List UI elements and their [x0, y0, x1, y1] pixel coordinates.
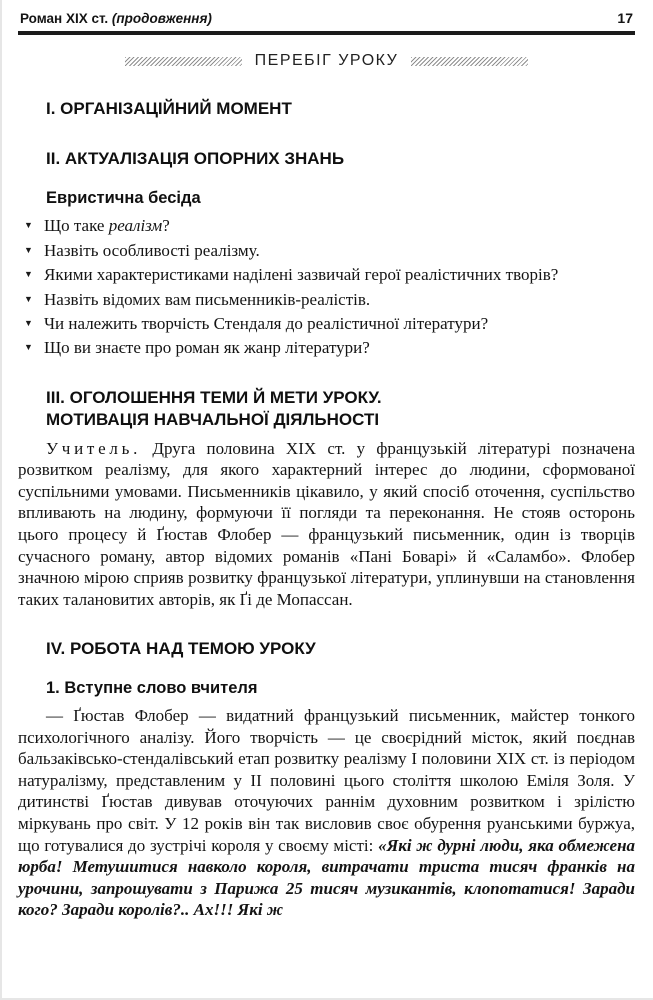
text-run: Учитель. [46, 438, 142, 458]
bullet-text [44, 313, 635, 334]
hatch-right-decoration [411, 57, 528, 66]
paragraph [18, 705, 635, 921]
heading-line: III. ОГОЛОШЕННЯ ТЕМИ Й МЕТИ УРОКУ. [46, 387, 382, 407]
list-item [18, 215, 635, 236]
text-run: (продовження) [111, 11, 212, 26]
section-heading [46, 638, 635, 660]
list-item [18, 337, 635, 358]
header-rule [18, 31, 635, 35]
bullet-list [18, 215, 635, 358]
text-run: Що таке [44, 216, 109, 236]
heading-line: IV. РОБОТА НАД ТЕМОЮ УРОКУ [46, 639, 316, 659]
text-run: — Ґюстав Флобер — видатний французький письменник, майстер тонкого психологічного аналізу. Його творчість — це своєрідний місток, який поєднав бальзаківсько-стендалівський етап розвитку реалізму I половини XIX ст. із періодом натуралізму, представленим у II половині цього століття школою Еміля Золя. У дитинстві Ґюстав дивував оточуючих раннім духовним розвитком і зрілістю міркувань про світ. У 12 років він так висловив своє обурення руанськими буржуа, що готувалися до зустрічі короля у своєму місті: [18, 706, 635, 855]
bullet-text [44, 289, 635, 310]
bullet-text [44, 240, 635, 261]
list-item [18, 240, 635, 261]
bullet-marker-icon: ▼ [24, 220, 33, 231]
text-run: Що ви знаєте про роман як жанр літератури? [44, 338, 370, 358]
list-item [18, 289, 635, 310]
text-run: Друга половина XIX ст. у французькій літературі позначена розвитком реалізму, для якого характерний інтерес до людини, сформованої суспільними умовами. Письменників цікавило, у який спосіб оточення, суспільство впливають на людину, формуючи її погляди та переконання. Не стояв осторонь цього процесу й Ґюстав Флобер — французький письменник, один із творців сучасного роману, автор відомих романів «Пані Боварі» й «Саламбо». Флобер значною мірою сприяв розвитку французької літератури, уплинувши на становлення таких талановитих авторів, як Ґі де Мопассан. [18, 438, 635, 609]
text-run: ? [162, 216, 170, 236]
subsection-heading [46, 678, 635, 699]
bullet-marker-icon: ▼ [24, 342, 33, 353]
heading-line: II. АКТУАЛІЗАЦІЯ ОПОРНИХ ЗНАНЬ [46, 149, 345, 169]
page-number: 17 [617, 10, 633, 26]
bullet-marker-icon: ▼ [24, 293, 33, 304]
bullet-text [44, 264, 635, 285]
bullet-text [44, 337, 635, 358]
text-run: Назвіть особливості реалізму. [44, 240, 260, 260]
heading-line: Евристична бесіда [46, 188, 201, 207]
section-heading [46, 98, 635, 120]
bullet-text [44, 215, 635, 236]
section-heading [46, 148, 635, 170]
paragraph [18, 438, 635, 611]
content [18, 98, 635, 921]
text-run: Назвіть відомих вам письменників-реалістів. [44, 289, 371, 309]
text-run: реалізм [108, 216, 163, 236]
heading-line: I. ОРГАНІЗАЦІЙНИЙ МОМЕНТ [46, 99, 292, 118]
text-run: Роман XIX ст. [20, 11, 112, 26]
running-header [18, 8, 635, 26]
hatch-left-decoration [125, 57, 242, 66]
heading-line: 1. Вступне слово вчителя [46, 678, 258, 697]
subsection-heading [46, 188, 635, 209]
text-run: Чи належить творчість Стендаля до реалістичної літератури? [44, 313, 489, 333]
heading-line: МОТИВАЦІЯ НАВЧАЛЬНОЇ ДІЯЛЬНОСТІ [46, 410, 380, 430]
banner-title: ПЕРЕБІГ УРОКУ [254, 52, 399, 69]
bullet-marker-icon: ▼ [24, 244, 33, 255]
running-header-title [20, 11, 212, 26]
section-heading [46, 387, 635, 432]
text-run: Якими характеристиками наділені зазвичай герої реалістичних творів? [44, 265, 559, 285]
bullet-marker-icon: ▼ [24, 317, 33, 328]
text-run: «Які ж дурні люди, яка обмежена юрба! Метушитися навколо короля, витрачати триста тисяч франків на урочини, запрошувати з Парижа 25 тисяч музикантів, клопотатися! Заради кого? Заради королів?.. Ах!!! Які ж [18, 835, 636, 920]
bullet-marker-icon: ▼ [24, 269, 33, 280]
list-item [18, 264, 635, 285]
list-item [18, 313, 635, 334]
lesson-flow-banner [18, 52, 635, 70]
